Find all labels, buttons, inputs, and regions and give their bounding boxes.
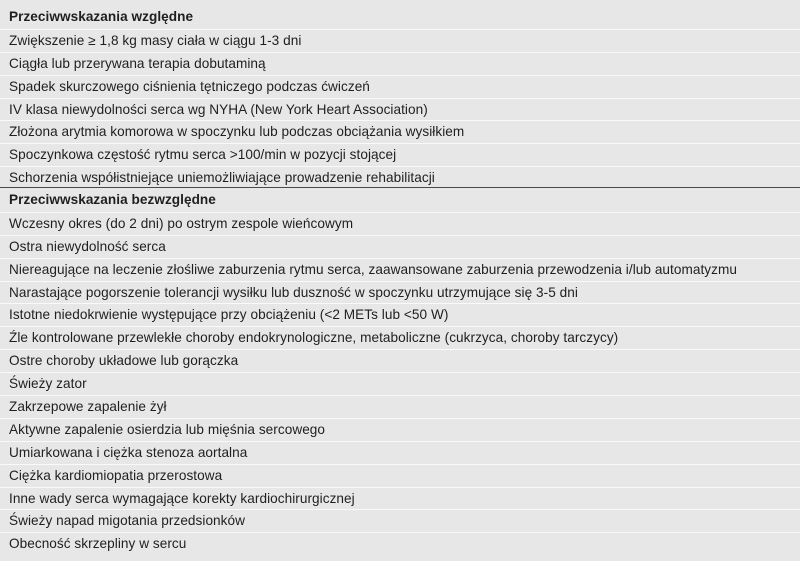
absolute-item: Inne wady serca wymagające korekty kardiochirurgicznej (0, 487, 800, 510)
absolute-contraindications-heading: Przeciwwskazania bezwzględne (9, 192, 216, 207)
absolute-item: Aktywne zapalenie osierdzia lub mięśnia sercowego (0, 418, 800, 441)
absolute-item: Umiarkowana i ciężka stenoza aortalna (0, 441, 800, 464)
relative-item: Zwiększenie ≥ 1,8 kg masy ciała w ciągu 1-3 dni (0, 29, 800, 52)
absolute-item: Ostra niewydolność serca (0, 235, 800, 258)
absolute-item: Niereagujące na leczenie złośliwe zaburzenia rytmu serca, zaawansowane zaburzenia przewodzenia i/lub automatyzmu (0, 258, 800, 281)
absolute-item: Świeży napad migotania przedsionków (0, 509, 800, 532)
relative-contraindications-heading: Przeciwwskazania względne (9, 9, 194, 24)
section-divider (0, 187, 800, 188)
absolute-item: Obecność skrzepliny w sercu (0, 532, 800, 555)
absolute-item: Ostre choroby układowe lub gorączka (0, 349, 800, 372)
relative-item: IV klasa niewydolności serca wg NYHA (New York Heart Association) (0, 98, 800, 121)
relative-item: Spoczynkowa częstość rytmu serca >100/min w pozycji stojącej (0, 143, 800, 166)
relative-contraindications-section (0, 6, 800, 189)
absolute-item: Świeży zator (0, 372, 800, 395)
absolute-contraindications-section (0, 189, 800, 555)
absolute-item: Wczesny okres (do 2 dni) po ostrym zespole wieńcowym (0, 212, 800, 235)
relative-item: Schorzenia współistniejące uniemożliwiające prowadzenie rehabilitacji (0, 166, 800, 189)
absolute-item: Źle kontrolowane przewlekłe choroby endokrynologiczne, metaboliczne (cukrzyca, choroby tarczycy) (0, 326, 800, 349)
absolute-item: Narastające pogorszenie tolerancji wysiłku lub duszność w spoczynku utrzymujące się 3-5 dni (0, 281, 800, 304)
absolute-item: Ciężka kardiomiopatia przerostowa (0, 464, 800, 487)
relative-item: Spadek skurczowego ciśnienia tętniczego podczas ćwiczeń (0, 75, 800, 98)
absolute-item: Istotne niedokrwienie występujące przy obciążeniu (<2 METs lub <50 W) (0, 303, 800, 326)
relative-item: Złożona arytmia komorowa w spoczynku lub podczas obciążania wysiłkiem (0, 120, 800, 143)
absolute-item: Zakrzepowe zapalenie żył (0, 395, 800, 418)
relative-item: Ciągła lub przerywana terapia dobutaminą (0, 52, 800, 75)
